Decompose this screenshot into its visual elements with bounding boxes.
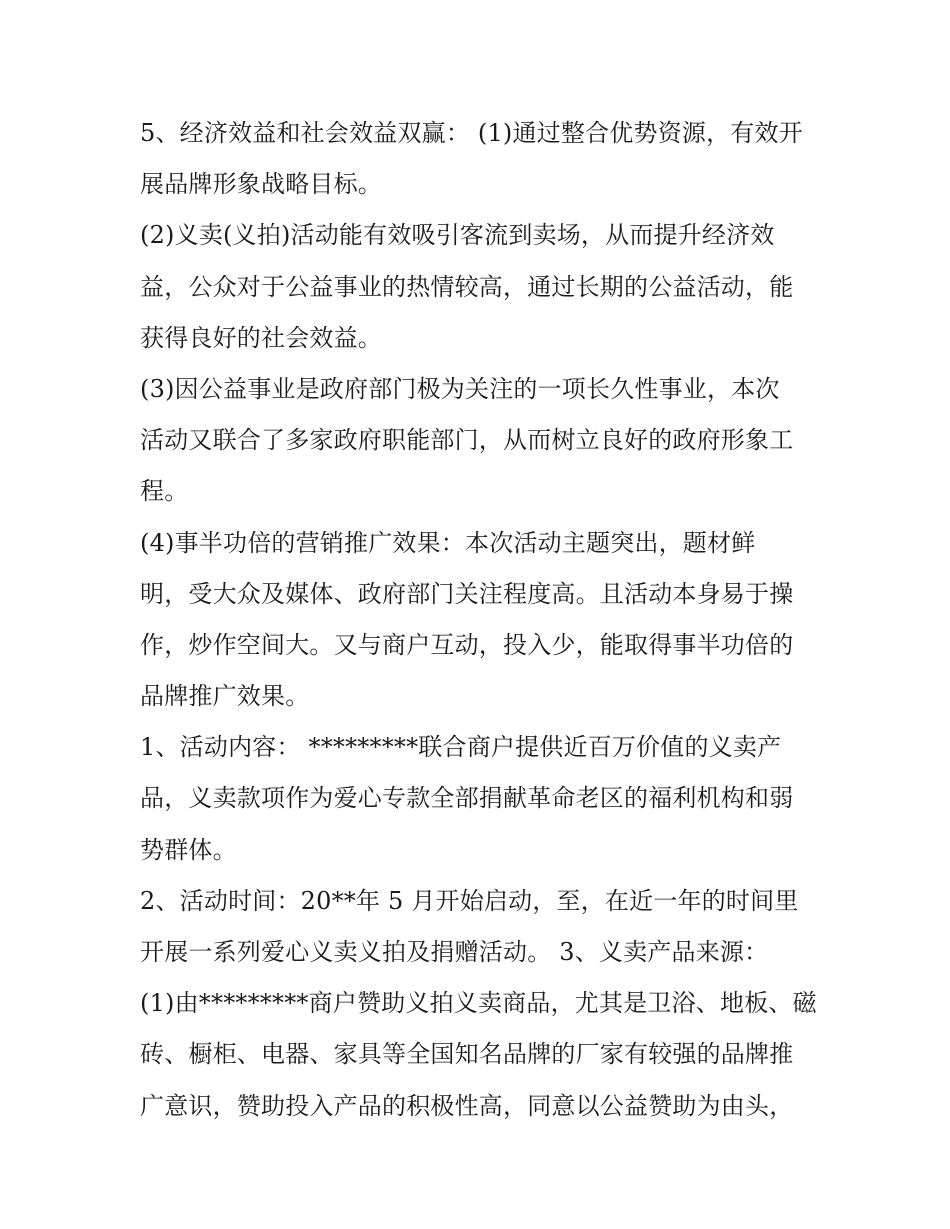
- text-line: 获得良好的社会效益。: [140, 323, 382, 352]
- text-line: 砖、橱柜、电器、家具等全国知名品牌的厂家有较强的品牌推: [140, 1040, 794, 1069]
- text-line: 益，公众对于公益事业的热情较高，通过长期的公益活动，能: [140, 272, 794, 301]
- text-line: (3)因公益事业是政府部门极为关注的一项长久性事业，本次: [140, 374, 780, 403]
- text-line: 势群体。: [140, 835, 237, 864]
- body-text: [140, 108, 820, 1132]
- text-line: 品牌推广效果。: [140, 682, 310, 711]
- text-line: 5、经济效益和社会效益双赢： (1)通过整合优势资源，有效开: [140, 119, 803, 147]
- text-line: 活动又联合了多家政府职能部门，从而树立良好的政府形象工: [140, 426, 794, 455]
- text-line: 广意识，赞助投入产品的积极性高，同意以公益赞助为由头，: [140, 1091, 794, 1120]
- text-line: (2)义卖(义拍)活动能有效吸引客流到卖场，从而提升经济效: [140, 221, 775, 250]
- text-line: 开展一系列爱心义卖义拍及捐赠活动。 3、义卖产品来源：: [140, 938, 769, 966]
- text-line: 展品牌形象战略目标。: [140, 170, 382, 199]
- text-line: 明，受大众及媒体、政府部门关注程度高。且活动本身易于操: [140, 579, 794, 608]
- text-line: 2、活动时间：20**年 5 月开始启动，至，在近一年的时间里: [140, 886, 799, 915]
- text-line: 1、活动内容： *********联合商户提供近百万价值的义卖产: [140, 733, 782, 762]
- text-line: 程。: [140, 477, 189, 506]
- text-line: (1)由*********商户赞助义拍义卖商品，尤其是卫浴、地板、磁: [140, 989, 817, 1018]
- text-line: 品，义卖款项作为爱心专款全部捐献革命老区的福利机构和弱: [140, 784, 794, 813]
- text-line: 作，炒作空间大。又与商户互动，投入少，能取得事半功倍的: [140, 630, 794, 659]
- text-line: (4)事半功倍的营销推广效果：本次活动主题突出，题材鲜: [140, 528, 756, 557]
